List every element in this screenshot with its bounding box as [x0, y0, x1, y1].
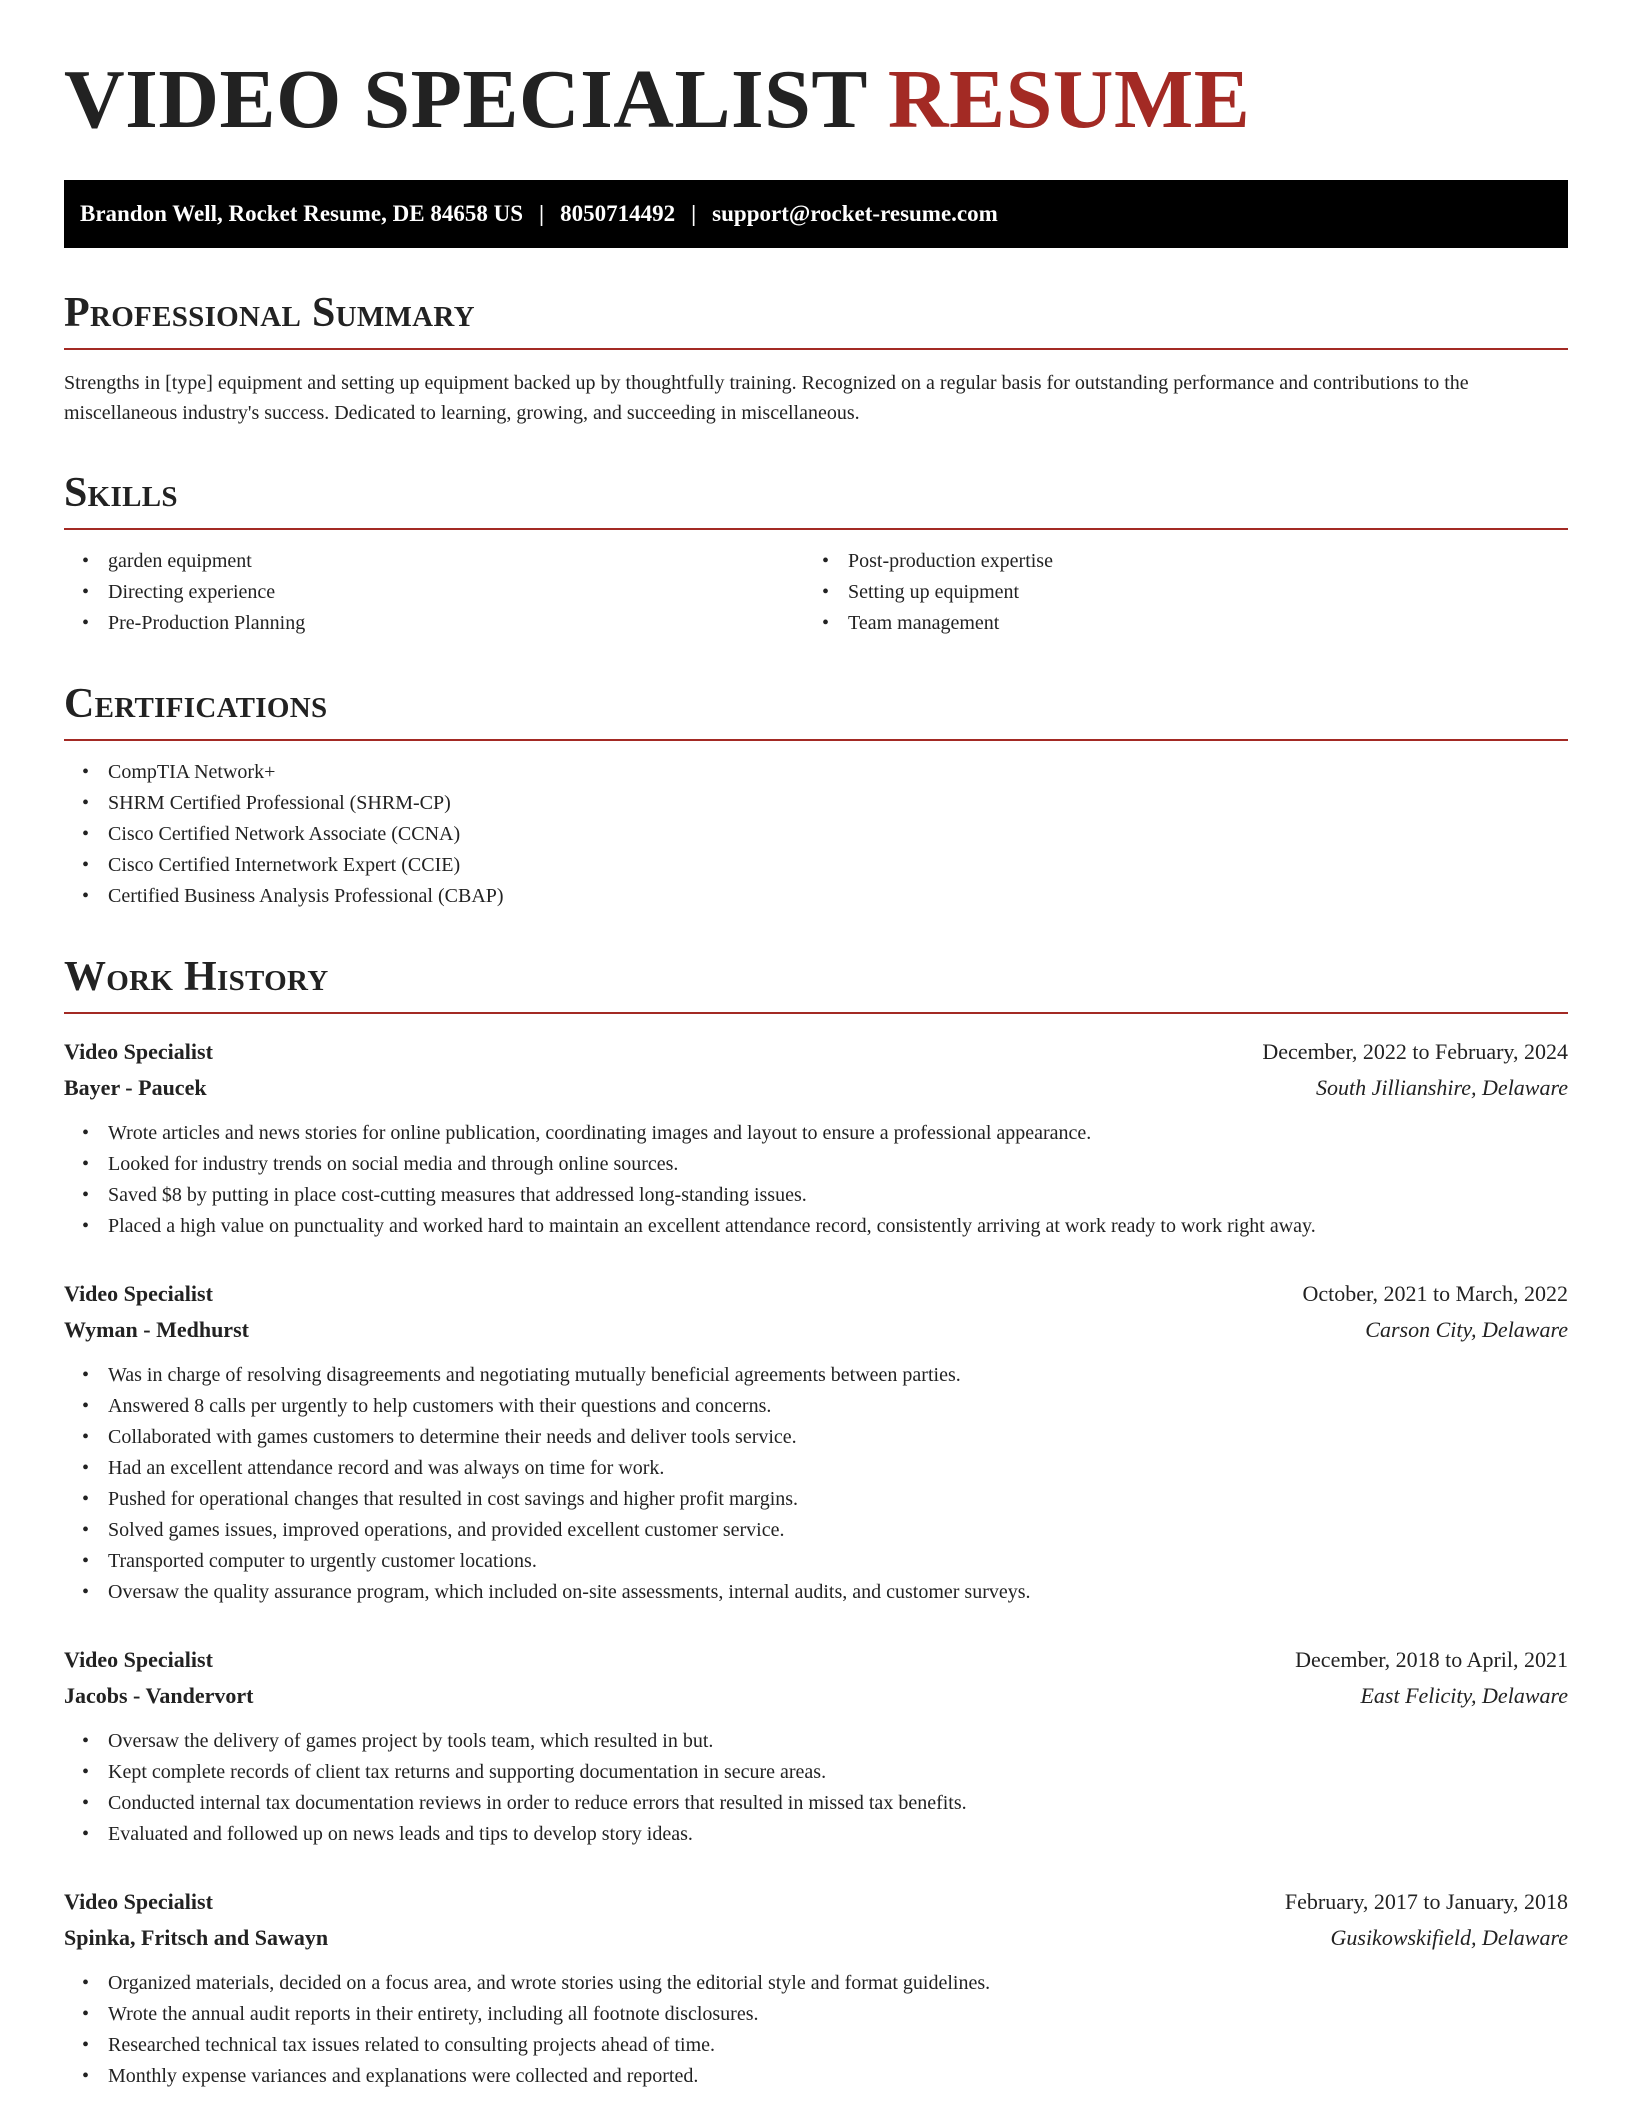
job-bullet: • Researched technical tax issues related to consulting projects ahead of time.: [64, 2030, 1568, 2061]
work-history-heading: Work History: [64, 956, 1568, 1014]
summary-heading: Professional Summary: [64, 292, 1568, 350]
contact-separator: |: [691, 201, 697, 226]
job-location: South Jillianshire, Delaware: [1316, 1075, 1568, 1100]
job-bullet: • Was in charge of resolving disagreements and negotiating mutually beneficial agreements between parties.: [64, 1360, 1568, 1391]
job-company: Jacobs - Vandervort: [64, 1683, 254, 1708]
certifications-heading: Certifications: [64, 683, 1568, 741]
skills-section: [64, 472, 1568, 639]
job-bullet: • Transported computer to urgently customer locations.: [64, 1546, 1568, 1577]
certification-item: • Cisco Certified Internetwork Expert (CCIE): [64, 850, 1568, 881]
job-bullet: • Looked for industry trends on social media and through online sources.: [64, 1149, 1568, 1180]
job-dates: December, 2022 to February, 2024: [1262, 1039, 1568, 1064]
title-main: VIDEO SPECIALIST: [64, 53, 867, 146]
job-bullets: [64, 1118, 1568, 1242]
job-bullet: • Evaluated and followed up on news leads and tips to develop story ideas.: [64, 1819, 1568, 1850]
job-bullet: • Placed a high value on punctuality and worked hard to maintain an excellent attendance record, consistently arriving at work ready to work right away.: [64, 1211, 1568, 1242]
job-bullet: • Solved games issues, improved operations, and provided excellent customer service.: [64, 1515, 1568, 1546]
job-title: Video Specialist: [64, 1647, 213, 1672]
job-bullet: • Answered 8 calls per urgently to help customers with their questions and concerns.: [64, 1391, 1568, 1422]
certifications-list: [64, 757, 1568, 912]
job-location: East Felicity, Delaware: [1360, 1683, 1568, 1708]
certification-item: • Cisco Certified Network Associate (CCNA): [64, 819, 1568, 850]
job-bullet: • Saved $8 by putting in place cost-cutting measures that addressed long-standing issues.: [64, 1180, 1568, 1211]
title-accent: RESUME: [887, 53, 1251, 146]
skills-list-left: [64, 546, 804, 639]
job-bullets: [64, 1968, 1568, 2092]
contact-email: support@rocket-resume.com: [712, 201, 998, 226]
job-bullet: • Had an excellent attendance record and was always on time for work.: [64, 1453, 1568, 1484]
skills-list-right: [804, 546, 1544, 639]
job-location: Carson City, Delaware: [1365, 1317, 1568, 1342]
job-dates: October, 2021 to March, 2022: [1302, 1281, 1568, 1306]
job-bullet: • Kept complete records of client tax returns and supporting documentation in secure areas.: [64, 1757, 1568, 1788]
job-bullet: • Conducted internal tax documentation reviews in order to reduce errors that resulted in missed tax benefits.: [64, 1788, 1568, 1819]
job-bullet: • Organized materials, decided on a focus area, and wrote stories using the editorial style and format guidelines.: [64, 1968, 1568, 1999]
skills-grid: [64, 530, 1568, 639]
job-bullet: • Oversaw the quality assurance program, which included on-site assessments, internal audits, and customer surveys.: [64, 1577, 1568, 1608]
job-title: Video Specialist: [64, 1039, 213, 1064]
job-bullet: • Monthly expense variances and explanations were collected and reported.: [64, 2061, 1568, 2092]
skills-heading: Skills: [64, 472, 1568, 530]
job-bullet: • Wrote articles and news stories for online publication, coordinating images and layout to ensure a professional appearance.: [64, 1118, 1568, 1149]
job-company: Spinka, Fritsch and Sawayn: [64, 1925, 329, 1950]
job-bullets: [64, 1726, 1568, 1850]
job-bullet: • Collaborated with games customers to determine their needs and deliver tools service.: [64, 1422, 1568, 1453]
job-entry: [64, 1642, 1568, 1850]
job-entry: [64, 1034, 1568, 1242]
skill-item: • Team management: [804, 608, 1544, 639]
skill-item: • Directing experience: [64, 577, 804, 608]
job-company: Bayer - Paucek: [64, 1075, 207, 1100]
job-bullet: • Pushed for operational changes that resulted in cost savings and higher profit margins.: [64, 1484, 1568, 1515]
job-dates: February, 2017 to January, 2018: [1284, 1889, 1568, 1914]
certifications-section: [64, 683, 1568, 912]
summary-text: Strengths in [type] equipment and setting up equipment backed up by thoughtfully training. Recognized on a regular basis for outstanding performance and contributions to the miscellaneous industry's success. Dedicated to learning, growing, and succeeding in miscellaneous.: [64, 372, 1469, 424]
contact-phone: 8050714492: [560, 201, 676, 226]
job-entry: [64, 1884, 1568, 2092]
resume-title: [64, 0, 1568, 146]
certification-item: • SHRM Certified Professional (SHRM-CP): [64, 788, 1568, 819]
skill-item: • Pre-Production Planning: [64, 608, 804, 639]
job-bullet: • Wrote the annual audit reports in their entirety, including all footnote disclosures.: [64, 1999, 1568, 2030]
certification-item: • Certified Business Analysis Professional (CBAP): [64, 881, 1568, 912]
contact-separator: |: [539, 201, 545, 226]
job-entry: [64, 1276, 1568, 1608]
job-bullet: • Oversaw the delivery of games project by tools team, which resulted in but.: [64, 1726, 1568, 1757]
skill-item: • Setting up equipment: [804, 577, 1544, 608]
contact-bar: [64, 180, 1568, 248]
skill-item: • Post-production expertise: [804, 546, 1544, 577]
job-bullets: [64, 1360, 1568, 1608]
contact-address: Brandon Well, Rocket Resume, DE 84658 US: [80, 201, 523, 226]
skill-item: • garden equipment: [64, 546, 804, 577]
summary-section: [64, 292, 1568, 428]
job-location: Gusikowskifield, Delaware: [1330, 1925, 1568, 1950]
certification-item: • CompTIA Network+: [64, 757, 1568, 788]
job-title: Video Specialist: [64, 1281, 213, 1306]
job-title: Video Specialist: [64, 1889, 213, 1914]
work-history-section: [64, 956, 1568, 2092]
job-company: Wyman - Medhurst: [64, 1317, 249, 1342]
job-dates: December, 2018 to April, 2021: [1295, 1647, 1568, 1672]
